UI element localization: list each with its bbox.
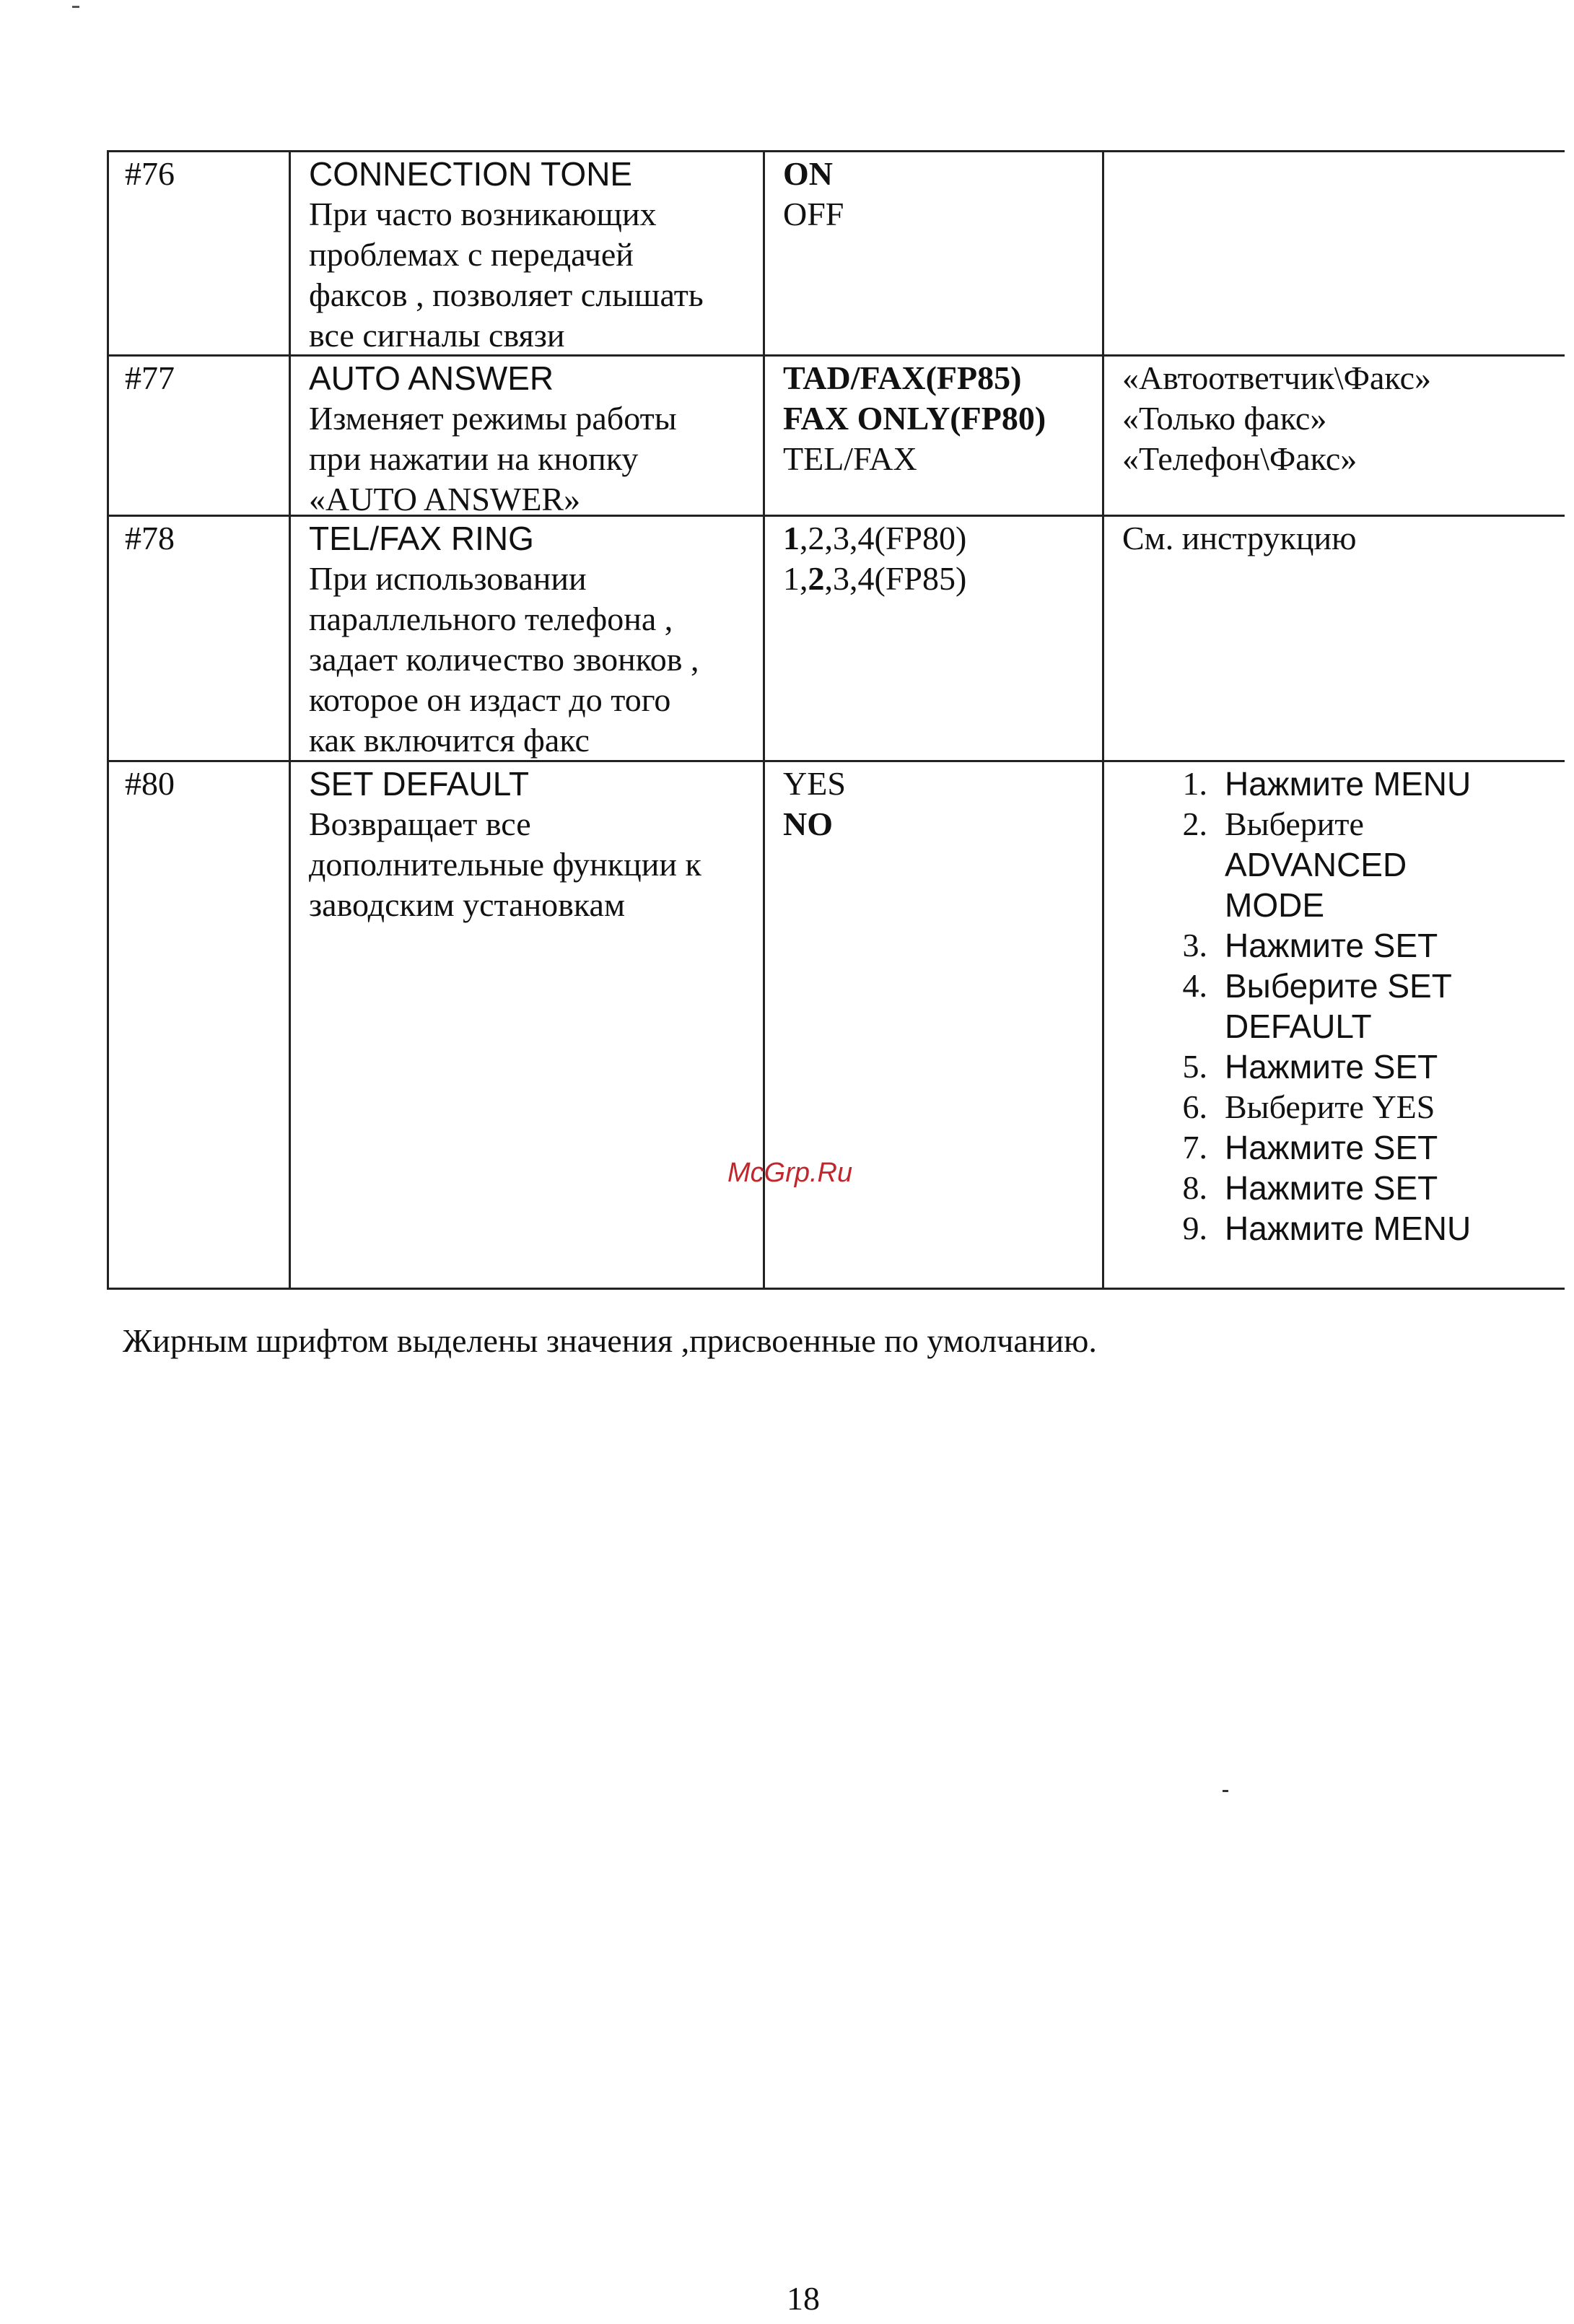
description-line: При часто возникающих [309, 196, 657, 232]
value-default-part: 1 [783, 520, 800, 556]
step-number: 5. [1182, 1048, 1207, 1085]
settings-table [107, 150, 1565, 1290]
function-code-cell [107, 762, 289, 1288]
list-item [1173, 925, 1574, 966]
scan-speck [72, 6, 79, 8]
step-text: Выберите [1225, 805, 1364, 842]
description-line: Возвращает все [309, 805, 531, 842]
step-number: 8. [1182, 1169, 1207, 1206]
step-text: Нажмите SET [1225, 1048, 1438, 1085]
step-number: 4. [1182, 967, 1207, 1004]
table-row [107, 760, 1565, 1290]
step-text: ADVANCED [1225, 846, 1407, 883]
list-item [1173, 804, 1574, 925]
note-line: «Автоответчик\Факс» [1122, 359, 1432, 396]
scan-speck [1223, 1790, 1228, 1792]
description-line: факсов , позволяет слышать [309, 276, 704, 313]
function-code: #80 [125, 765, 175, 802]
step-number: 6. [1182, 1088, 1207, 1125]
note-line: См. инструкцию [1122, 520, 1357, 556]
value-option-default: ON [783, 155, 833, 192]
function-code-cell [107, 517, 289, 760]
step-text: Нажмите SET [1225, 1169, 1438, 1207]
function-code: #78 [125, 520, 175, 556]
function-description-cell [289, 517, 763, 760]
list-item [1173, 966, 1574, 1047]
description-line: при нажатии на кнопку [309, 440, 639, 477]
notes-cell [1102, 357, 1565, 515]
notes-cell [1102, 762, 1565, 1288]
description-line: При использовании [309, 560, 587, 597]
list-item [1173, 1208, 1574, 1249]
step-text: DEFAULT [1225, 1008, 1372, 1045]
function-code: #77 [125, 359, 175, 396]
function-code: #76 [125, 155, 175, 192]
description-line: как включится факс [309, 722, 590, 759]
description-line: дополнительные функции к [309, 846, 701, 883]
value-option-default: TAD/FAX(FP85) [783, 359, 1022, 396]
description-line: которое он издаст до того [309, 681, 671, 718]
step-text: Нажмите SET [1225, 927, 1438, 964]
step-text: Нажмите MENU [1225, 1210, 1472, 1247]
step-number: 2. [1182, 805, 1207, 842]
list-item [1173, 1127, 1574, 1168]
value-option: TEL/FAX [783, 440, 917, 477]
values-cell [763, 152, 1102, 354]
value-part: ,3,4(FP85) [824, 560, 967, 597]
value-part: ,2,3,4(FP80) [800, 520, 967, 556]
watermark: McGrp.Ru [727, 1158, 853, 1188]
function-title: AUTO ANSWER [309, 359, 554, 397]
description-line: задает количество звонков , [309, 641, 699, 678]
table-row [107, 150, 1565, 354]
notes-cell [1102, 517, 1565, 760]
note-line: «Только факс» [1122, 400, 1327, 437]
value-default-part: 2 [808, 560, 825, 597]
note-line: «Телефон\Факс» [1122, 440, 1357, 477]
step-text: Нажмите SET [1225, 1129, 1438, 1166]
value-option: YES [783, 765, 846, 802]
function-description-cell [289, 152, 763, 354]
description-line: заводским установкам [309, 886, 626, 923]
function-title: SET DEFAULT [309, 765, 530, 803]
list-item [1173, 764, 1574, 804]
step-number: 3. [1182, 927, 1207, 964]
description-line: параллельного телефона , [309, 600, 673, 637]
description-line: «AUTO ANSWER» [309, 481, 581, 517]
footnote: Жирным шрифтом выделены значения ,присвоенные по умолчанию. [123, 1322, 1097, 1359]
value-option [783, 518, 1102, 559]
function-description-cell [289, 357, 763, 515]
list-item [1173, 1168, 1574, 1208]
value-option [783, 559, 1102, 599]
value-option-default: NO [783, 805, 833, 842]
function-description-cell [289, 762, 763, 1288]
step-list [1173, 764, 1574, 1249]
description-line: все сигналы связи [309, 317, 565, 354]
table-row [107, 354, 1565, 515]
step-text: Выберите SET [1225, 967, 1452, 1005]
value-option: OFF [783, 196, 844, 232]
step-number: 7. [1182, 1129, 1207, 1166]
value-option-default: FAX ONLY(FP80) [783, 400, 1046, 437]
notes-cell [1102, 152, 1565, 354]
description-line: проблемах с передачей [309, 236, 634, 273]
function-code-cell [107, 152, 289, 354]
step-number: 1. [1182, 765, 1207, 802]
step-number: 9. [1182, 1210, 1207, 1246]
table-row [107, 515, 1565, 760]
function-code-cell [107, 357, 289, 515]
list-item [1173, 1047, 1574, 1087]
values-cell [763, 517, 1102, 760]
function-title: CONNECTION TONE [309, 155, 633, 193]
description-line: Изменяет режимы работы [309, 400, 677, 437]
step-text: Выберите YES [1225, 1088, 1435, 1125]
value-part: 1, [783, 560, 808, 597]
values-cell [763, 357, 1102, 515]
page-number: 18 [787, 2280, 820, 2317]
step-text: Нажмите MENU [1225, 765, 1472, 803]
values-cell [763, 762, 1102, 1288]
list-item [1173, 1087, 1574, 1127]
step-text: MODE [1225, 886, 1324, 924]
function-title: TEL/FAX RING [309, 520, 534, 557]
